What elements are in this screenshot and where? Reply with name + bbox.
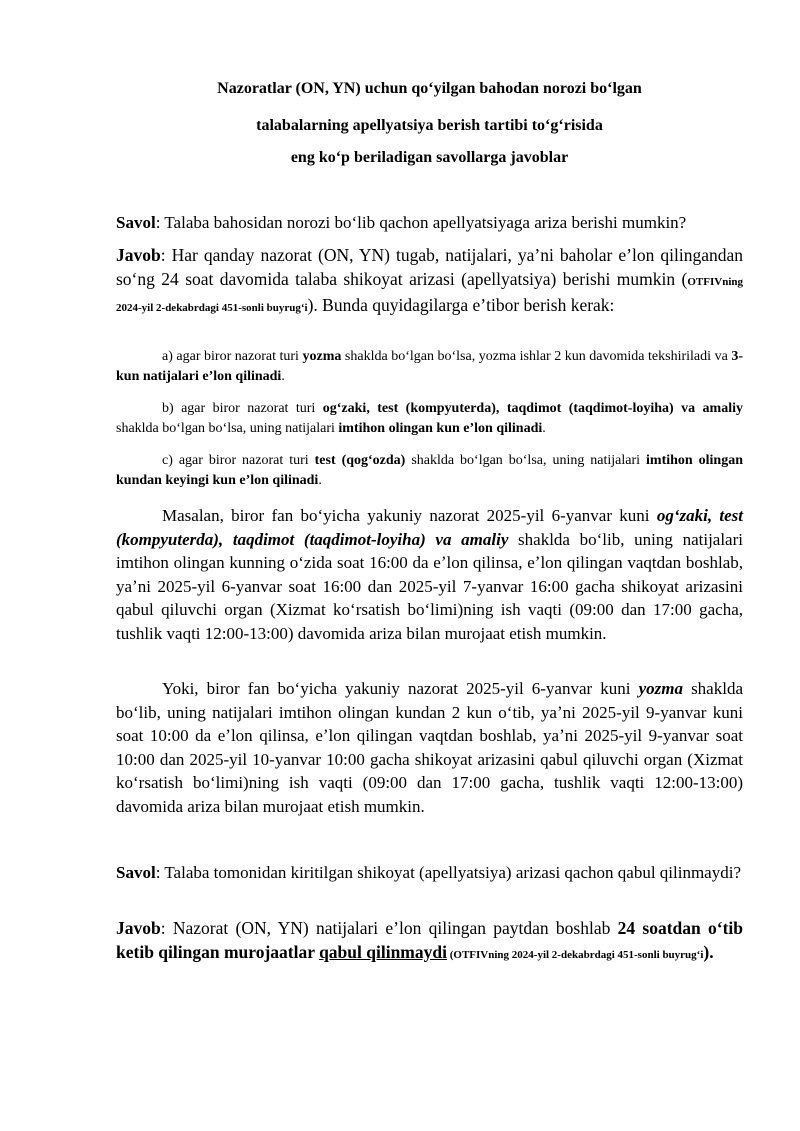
item-b-bold2: imtihon olingan kun eʼlon qilinadi <box>338 421 543 436</box>
savol-label: Savol <box>116 213 156 232</box>
title-line-2: talabalarning apellyatsiya berish tartibi toʻgʻrisida <box>256 117 603 134</box>
title-line-1: Nazoratlar (ON, YN) uchun qoʻyilgan bahodan norozi boʻlgan <box>217 80 642 97</box>
javob-bold: 24 soatdan oʻtib ketib qilingan murojaatlar <box>116 918 744 962</box>
savol-label: Savol <box>116 863 156 882</box>
example2-form: yozma <box>638 679 683 698</box>
list-item-a <box>116 347 743 387</box>
item-c-bold1: test (qogʻozda) <box>314 453 406 468</box>
item-a-bold2: 3-kun natijalari eʼlon qilinadi <box>116 349 743 384</box>
savol-text: : Talaba tomonidan kiritilgan shikoyat (apellyatsiya) arizasi qachon qabul qilinmaydi? <box>155 863 741 882</box>
example1-forms: ogʻzaki, test (kompyuterda), taqdimot (taqdimot-loyiha) va amaliy <box>116 506 744 549</box>
item-b-post: . <box>542 421 546 436</box>
example-paragraph-1 <box>116 504 743 645</box>
item-c-bold2: imtihon olingan kundan keyingi kun eʼlon qilinadi <box>116 453 744 488</box>
item-c-post: . <box>318 473 322 488</box>
item-c-pre: c) agar biror nazorat turi <box>162 453 315 468</box>
item-b-mid: shaklda boʻlgan boʻlsa, uning natijalari <box>116 421 339 436</box>
order-reference: OTFIVning 2024-yil 2-dekabrdagi 451-sonli buyrugʻi <box>116 275 743 314</box>
question-1 <box>116 211 743 235</box>
example-paragraph-2 <box>116 677 743 818</box>
title-line-3: eng koʻp beriladigan savollarga javoblar <box>290 149 569 166</box>
javob-label: Javob <box>116 245 161 265</box>
item-c-mid: shaklda boʻlgan boʻlsa, uning natijalari <box>405 453 647 468</box>
javob-text: : Nazorat (ON, YN) natijalari eʼlon qilingan paytdan boshlab <box>160 918 618 938</box>
list-item-c <box>116 451 743 491</box>
item-a-post: . <box>281 369 285 384</box>
ref-open: ( <box>446 948 454 961</box>
javob-tail: ). Bunda quyidagilarga eʼtibor berish kerak: <box>307 295 615 315</box>
example2-post: shaklda boʻlib, uning natijalari imtihon olingan kundan 2 kun oʻtib, yaʼni 2025-yil 9-yanvar kuni soat 10:00 da eʼlon qilinsa, eʼlon qilingan vaqtdan boshlab, yaʼni 2025-yil 9-yanvar soat 10:00 dan 2025-yil 10-yanvar 10:00 gacha shikoyat arizasini qabul qiluvchi organ (Xizmat koʻrsatish boʻlimi)ning ish vaqti (09:00 dan 17:00 gacha, tushlik vaqti 12:00-13:00) davomida ariza bilan murojaat etish mumkin. <box>116 679 743 816</box>
example1-post: shaklda boʻlib, uning natijalari imtihon olingan kunning oʻzida soat 16:00 da eʼlon qilinsa, eʼlon qilingan vaqtdan boshlab, yaʼni 2025-yil 6-yanvar soat 16:00 dan 2025-yil 7-yanvar 16:00 gacha shikoyat arizasini qabul qiluvchi organ (Xizmat koʻrsatish boʻlimi)ning ish vaqti (09:00 dan 17:00 gacha, tushlik vaqti 12:00-13:00) davomida ariza bilan murojaat etish mumkin. <box>116 529 743 643</box>
item-b-bold1: ogʻzaki, test (kompyuterda), taqdimot (taqdimot-loyiha) va amaliy <box>322 401 743 416</box>
question-2 <box>116 861 743 885</box>
answer-2 <box>116 917 743 967</box>
item-a-pre: a) agar biror nazorat turi <box>162 349 303 364</box>
javob-text: : Har qanday nazorat (ON, YN) tugab, natijalari, yaʼni baholar eʼlon qilingandan soʻng 24 soat davomida talaba shikoyat arizasi (apellyatsiya) berishi mumkin ( <box>116 245 743 289</box>
order-reference: OTFIVning 2024-yil 2-dekabrdagi 451-sonli buyrugʻi <box>453 948 704 961</box>
answer-1 <box>116 244 743 321</box>
item-a-bold1: yozma <box>302 349 342 364</box>
example2-pre: Yoki, biror fan boʻyicha yakuniy nazorat 2025-yil 6-yanvar kuni <box>162 679 639 698</box>
javob-label: Javob <box>116 918 161 938</box>
item-b-pre: b) agar biror nazorat turi <box>162 401 323 416</box>
savol-text: : Talaba bahosidan norozi boʻlib qachon apellyatsiyaga ariza berishi mumkin? <box>155 213 687 232</box>
item-a-mid: shaklda boʻlgan boʻlsa, yozma ishlar 2 kun davomida tekshiriladi va <box>341 349 732 364</box>
not-accepted-phrase: qabul qilinmaydi <box>319 941 447 962</box>
list-item-b <box>116 399 743 439</box>
ref-close: ). <box>703 941 714 962</box>
example1-pre: Masalan, biror fan boʻyicha yakuniy nazorat 2025-yil 6-yanvar kuni <box>162 506 657 525</box>
